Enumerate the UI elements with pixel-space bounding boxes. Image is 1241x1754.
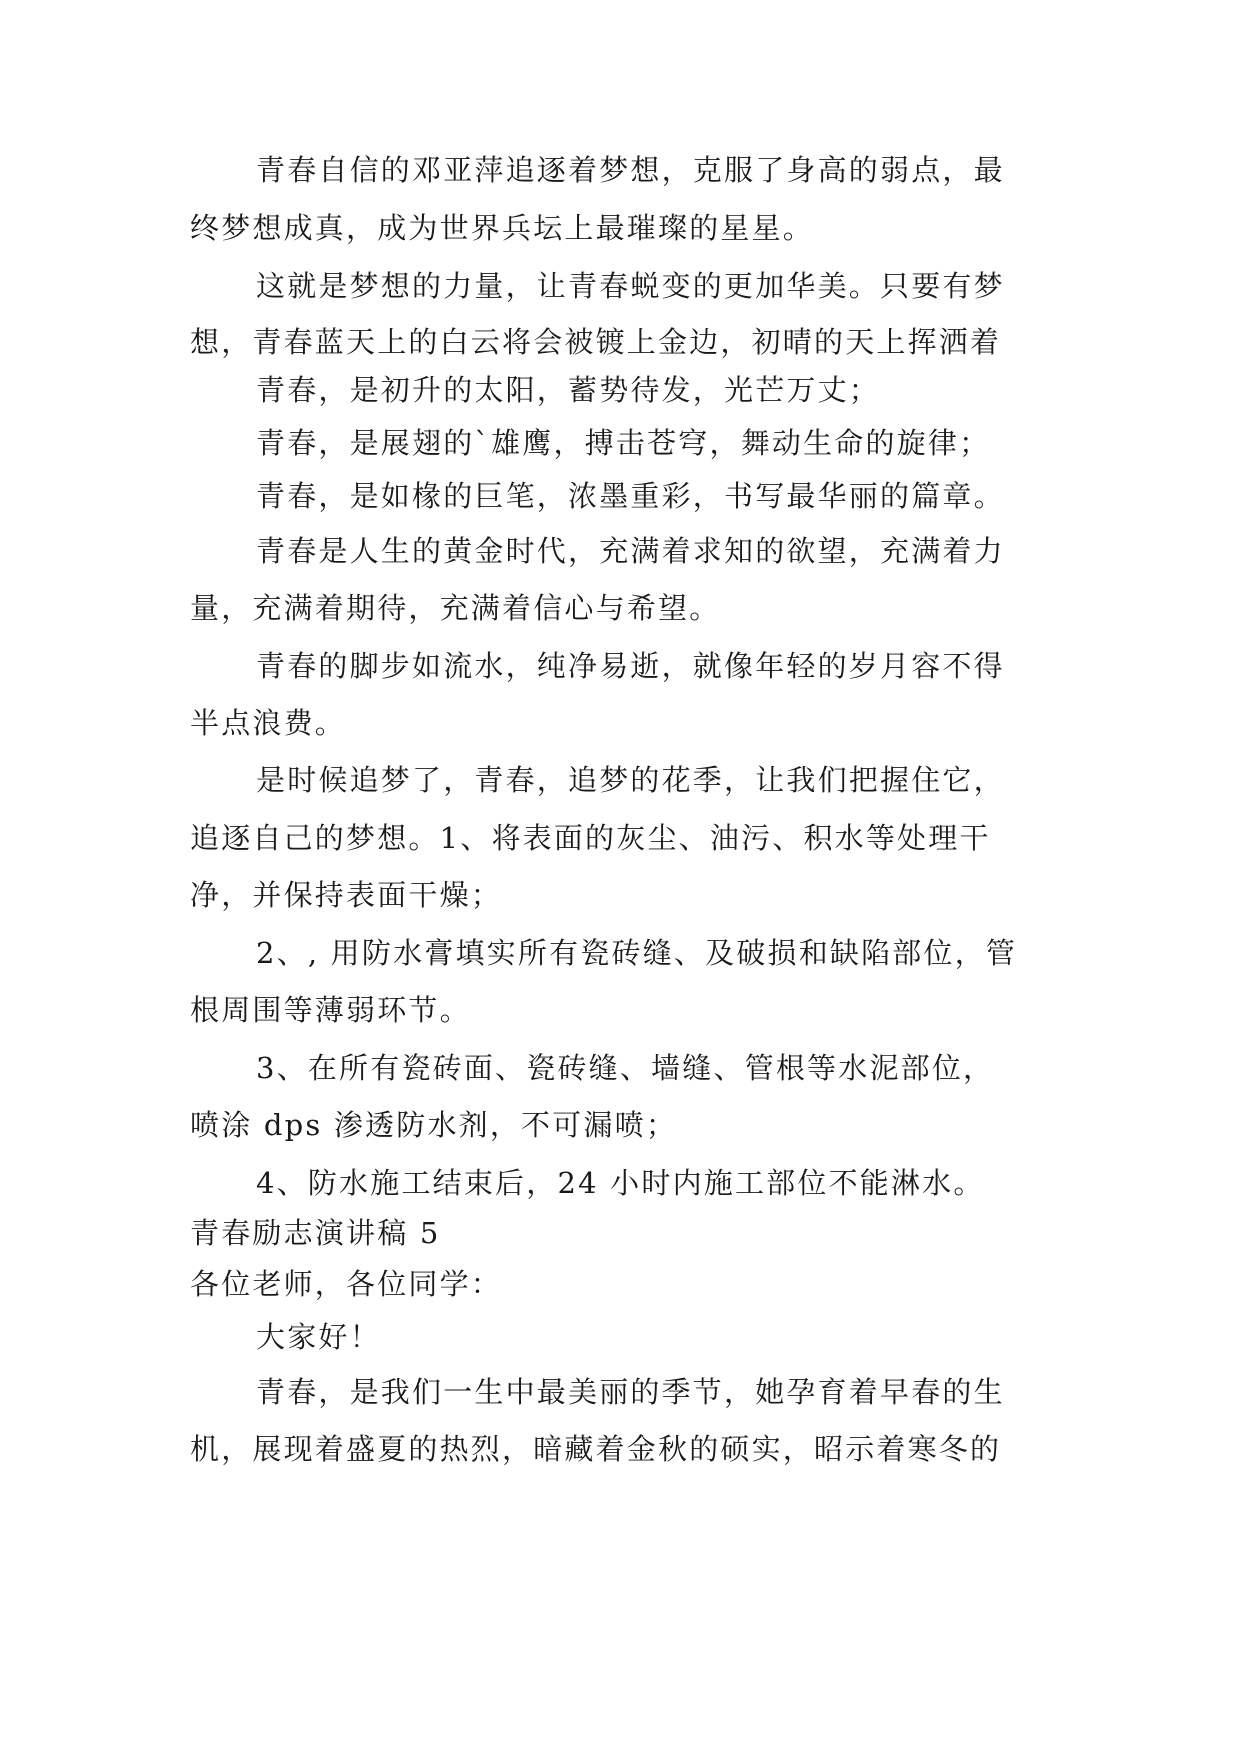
text-line: 青春是人生的黄金时代，充满着求知的欲望，充满着力 [256, 534, 1005, 568]
text-line: 喷涂 dps 渗透防水剂，不可漏喷； [190, 1108, 678, 1142]
text-line: 量，充满着期待，充满着信心与希望。 [190, 591, 721, 625]
text-line: 2、, 用防水膏填实所有瓷砖缝、及破损和缺陷部位，管 [256, 936, 1018, 970]
text-line: 青春，是我们一生中最美丽的季节，她孕育着早春的生 [256, 1375, 1005, 1409]
text-line: 青春的脚步如流水，纯净易逝，就像年轻的岁月容不得 [256, 649, 1005, 683]
text-line: 是时候追梦了，青春，追梦的花季，让我们把握住它， [256, 763, 1005, 797]
salutation: 各位老师，各位同学： [190, 1267, 503, 1301]
text-line: 青春，是展翅的`雄鹰，搏击苍穹，舞动生命的旋律； [256, 426, 991, 460]
text-line: 这就是梦想的力量，让青春蜕变的更加华美。只要有梦 [256, 269, 1005, 303]
text-line: 根周围等薄弱环节。 [190, 993, 471, 1027]
text-line: 追逐自己的梦想。1、将表面的灰尘、油污、积水等处理干 [190, 821, 991, 855]
text-line: 青春自信的邓亚萍追逐着梦想，克服了身高的弱点，最 [256, 153, 1005, 187]
section-heading: 青春励志演讲稿 5 [190, 1216, 441, 1250]
text-line: 想，青春蓝天上的白云将会被镀上金边，初晴的天上挥洒着 [190, 325, 1002, 359]
text-line: 4、防水施工结束后，24 小时内施工部位不能淋水。 [256, 1166, 985, 1200]
greeting: 大家好！ [256, 1320, 381, 1354]
text-line: 机，展现着盛夏的热烈，暗藏着金秋的硕实，昭示着寒冬的 [190, 1432, 1002, 1466]
text-line: 净，并保持表面干燥； [190, 878, 503, 912]
text-line: 青春，是初升的太阳，蓄势待发，光芒万丈； [256, 373, 881, 407]
text-line: 3、在所有瓷砖面、瓷砖缝、墙缝、管根等水泥部位， [256, 1051, 995, 1085]
text-line: 半点浪费。 [190, 706, 347, 740]
text-line: 青春，是如椽的巨笔，浓墨重彩，书写最华丽的篇章。 [256, 479, 1005, 513]
text-line: 终梦想成真，成为世界兵坛上最璀璨的星星。 [190, 211, 815, 245]
